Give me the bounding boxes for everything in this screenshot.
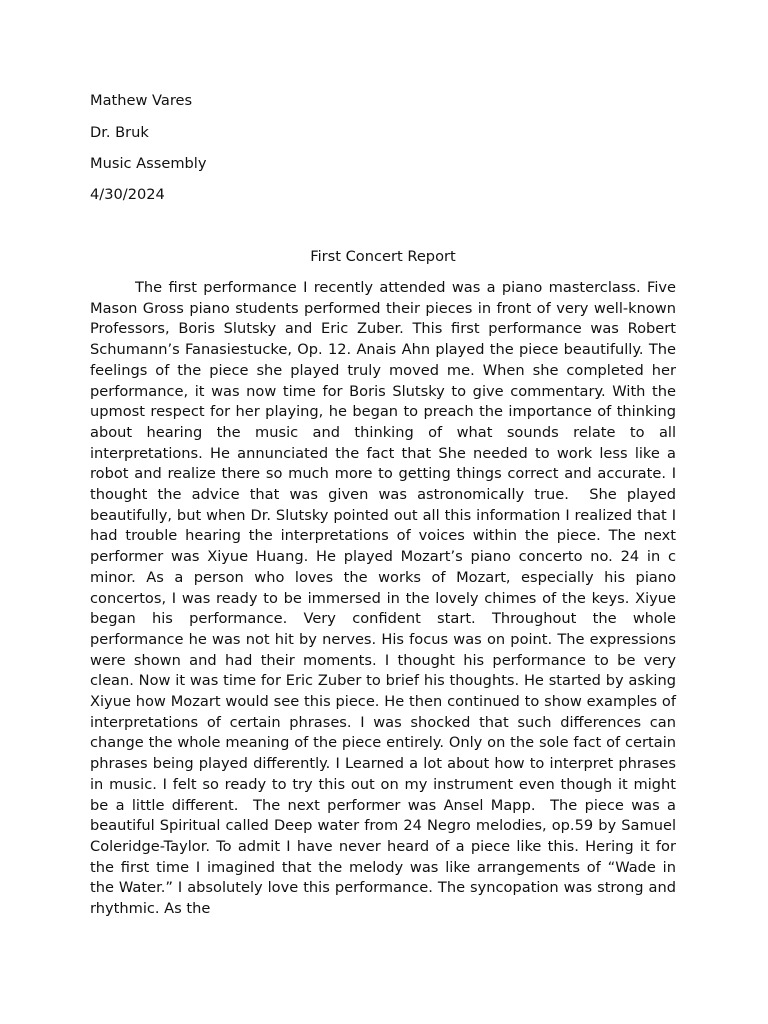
author-name: Mathew Vares [90, 92, 193, 109]
report-date: 4/30/2024 [90, 186, 165, 203]
instructor-name: Dr. Bruk [90, 124, 149, 141]
report-title: First Concert Report [310, 248, 456, 265]
course-name: Music Assembly [90, 155, 207, 172]
report-body-paragraph: The first performance I recently attended was a piano masterclass. Five Mason Gross piano students performed their pieces in front of very well-known Professors, Boris Slutsky and Eric Zuber. This first performance was Robert Schumann’s Fanasiestucke, Op. 12. Anais Ahn played the piece beautifully. The feelings of the piece she played truly moved me. When she completed her performance, it was now time for Boris Slutsky to give commentary. With the upmost respect for her playing, he began to preach the importance of thinking about hearing the music and thinking of what sounds relate to all interpretations. He annunciated the fact that She needed to work less like a robot and realize there so much more to getting things correct and accurate. I thought the advice that was given was astronomically true. She played beautifully, but when Dr. Slutsky pointed out all this information I realized that I had trouble hearing the interpretations of voices within the piece. The next performer was Xiyue Huang. He played Mozart’s piano concerto no. 24 in c minor. As a person who loves the works of Mozart, especially his piano concertos, I was ready to be immersed in the lovely chimes of the keys. Xiyue began his performance. Very confident start. Throughout the whole performance he was not hit by nerves. His focus was on point. The expressions were shown and had their moments. I thought his performance to be very clean. Now it was time for Eric Zuber to brief his thoughts. He started by asking Xiyue how Mozart would see this piece. He then continued to show examples of interpretations of certain phrases. I was shocked that such differences can change the whole meaning of the piece entirely. Only on the sole fact of certain phrases being played differently. I Learned a lot about how to interpret phrases in music. I felt so ready to try this out on my instrument even though it might be a little different. The next performer was Ansel Mapp. The piece was a beautiful Spiritual called Deep water from 24 Negro melodies, op.59 by Samuel Coleridge-Taylor. To admit I have never heard of a piece like this. Hering it for the first time I imagined that the melody was like arrangements of “Wade in the Water.” I absolutely love this performance. The syncopation was strong and rhythmic. As the [90, 279, 681, 918]
